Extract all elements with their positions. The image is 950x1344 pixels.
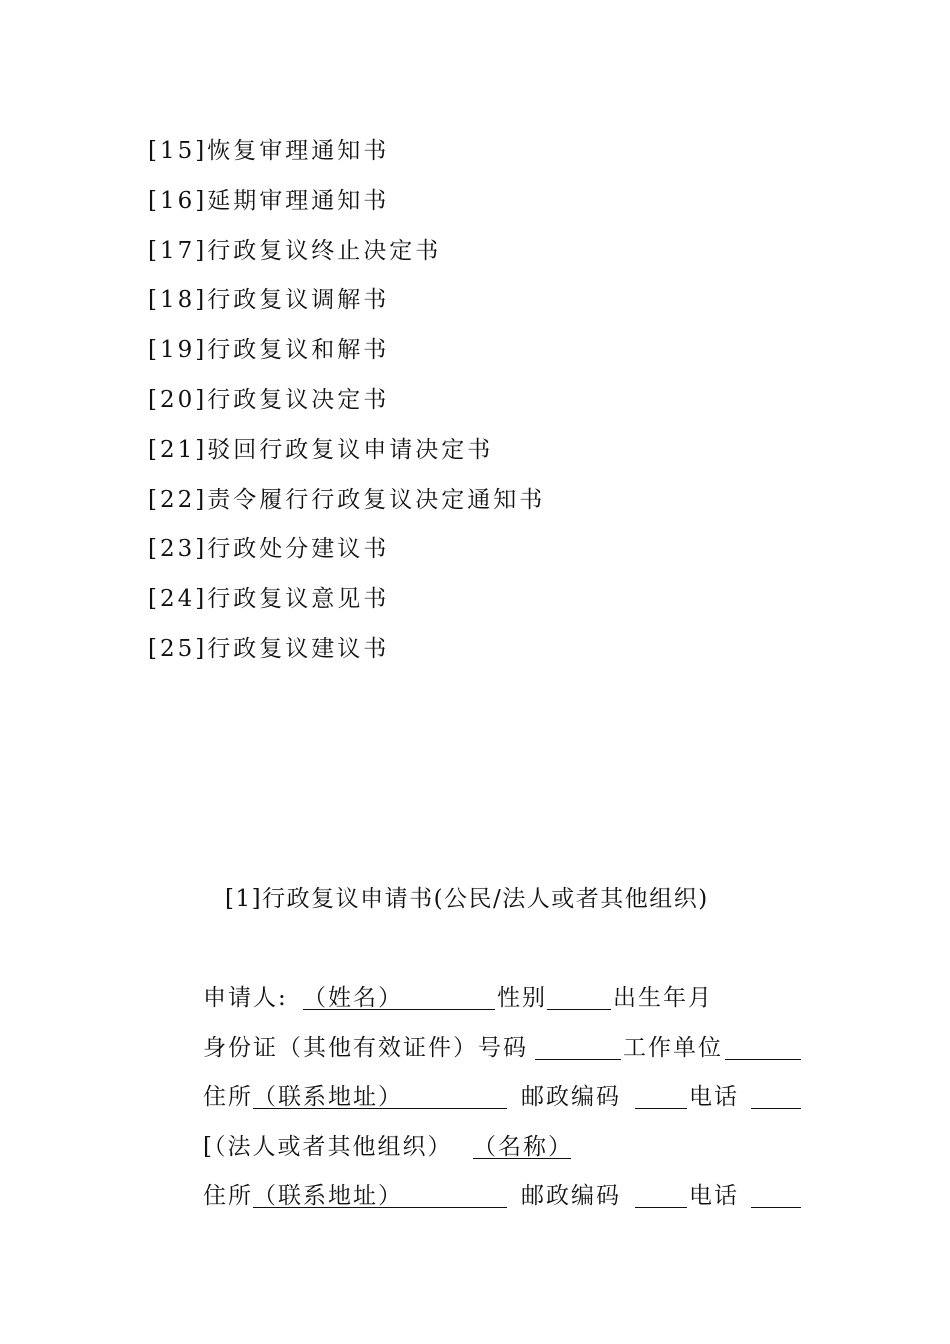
address-hint: （联系地址）: [253, 1183, 403, 1209]
address-row: [203, 1079, 803, 1129]
document-index-list: [148, 133, 545, 681]
gender-label: 性别: [497, 985, 547, 1011]
postcode-label: 邮政编码: [521, 1183, 621, 1209]
postcode-field[interactable]: [635, 1108, 687, 1109]
id-row: [203, 1030, 803, 1080]
list-item: [23]行政处分建议书: [148, 536, 390, 563]
postcode-label: 邮政编码: [521, 1084, 621, 1110]
applicant-label: 申请人:: [203, 985, 288, 1011]
application-form: [203, 980, 803, 1228]
list-item: [25]行政复议建议书: [148, 635, 390, 662]
list-item: [24]行政复议意见书: [148, 586, 390, 613]
name-field[interactable]: [303, 1009, 495, 1010]
address-label: 住所: [203, 1084, 253, 1110]
work-unit-field[interactable]: [725, 1059, 801, 1060]
postcode-field[interactable]: [635, 1207, 687, 1208]
phone-field[interactable]: [751, 1207, 801, 1208]
phone-label: 电话: [689, 1084, 739, 1110]
address-field[interactable]: [253, 1207, 507, 1208]
list-item: [21]驳回行政复议申请决定书: [148, 436, 494, 463]
list-item: [18]行政复议调解书: [148, 287, 390, 314]
phone-label: 电话: [689, 1183, 739, 1209]
gender-field[interactable]: [547, 1009, 611, 1010]
name-hint: （姓名）: [303, 985, 403, 1011]
list-item: [15]恢复审理通知书: [148, 138, 390, 164]
address-hint: （联系地址）: [253, 1084, 403, 1110]
birth-label: 出生年月: [613, 985, 713, 1011]
list-item: [17]行政复议终止决定书: [148, 237, 442, 264]
id-label: 身份证（其他有效证件）号码: [203, 1034, 528, 1061]
list-item: [19]行政复议和解书: [148, 337, 390, 364]
organization-name-field[interactable]: [473, 1158, 571, 1159]
phone-field[interactable]: [751, 1108, 801, 1109]
organization-prefix: [（法人或者其他组织）: [203, 1133, 453, 1160]
list-item: [20]行政复议决定书: [148, 386, 390, 413]
form-title: [1]行政复议申请书(公民/法人或者其他组织): [225, 886, 709, 912]
work-unit-label: 工作单位: [623, 1034, 723, 1061]
applicant-row: [203, 980, 803, 1030]
id-number-field[interactable]: [535, 1059, 621, 1060]
organization-name-hint: （名称）: [473, 1133, 573, 1160]
address-label: 住所: [203, 1183, 253, 1209]
list-item: [22]责令履行行政复议决定通知书: [148, 486, 546, 513]
organization-row: [203, 1129, 803, 1179]
address-field[interactable]: [253, 1108, 507, 1109]
list-item: [16]延期审理通知书: [148, 187, 390, 214]
organization-address-row: [203, 1178, 803, 1228]
